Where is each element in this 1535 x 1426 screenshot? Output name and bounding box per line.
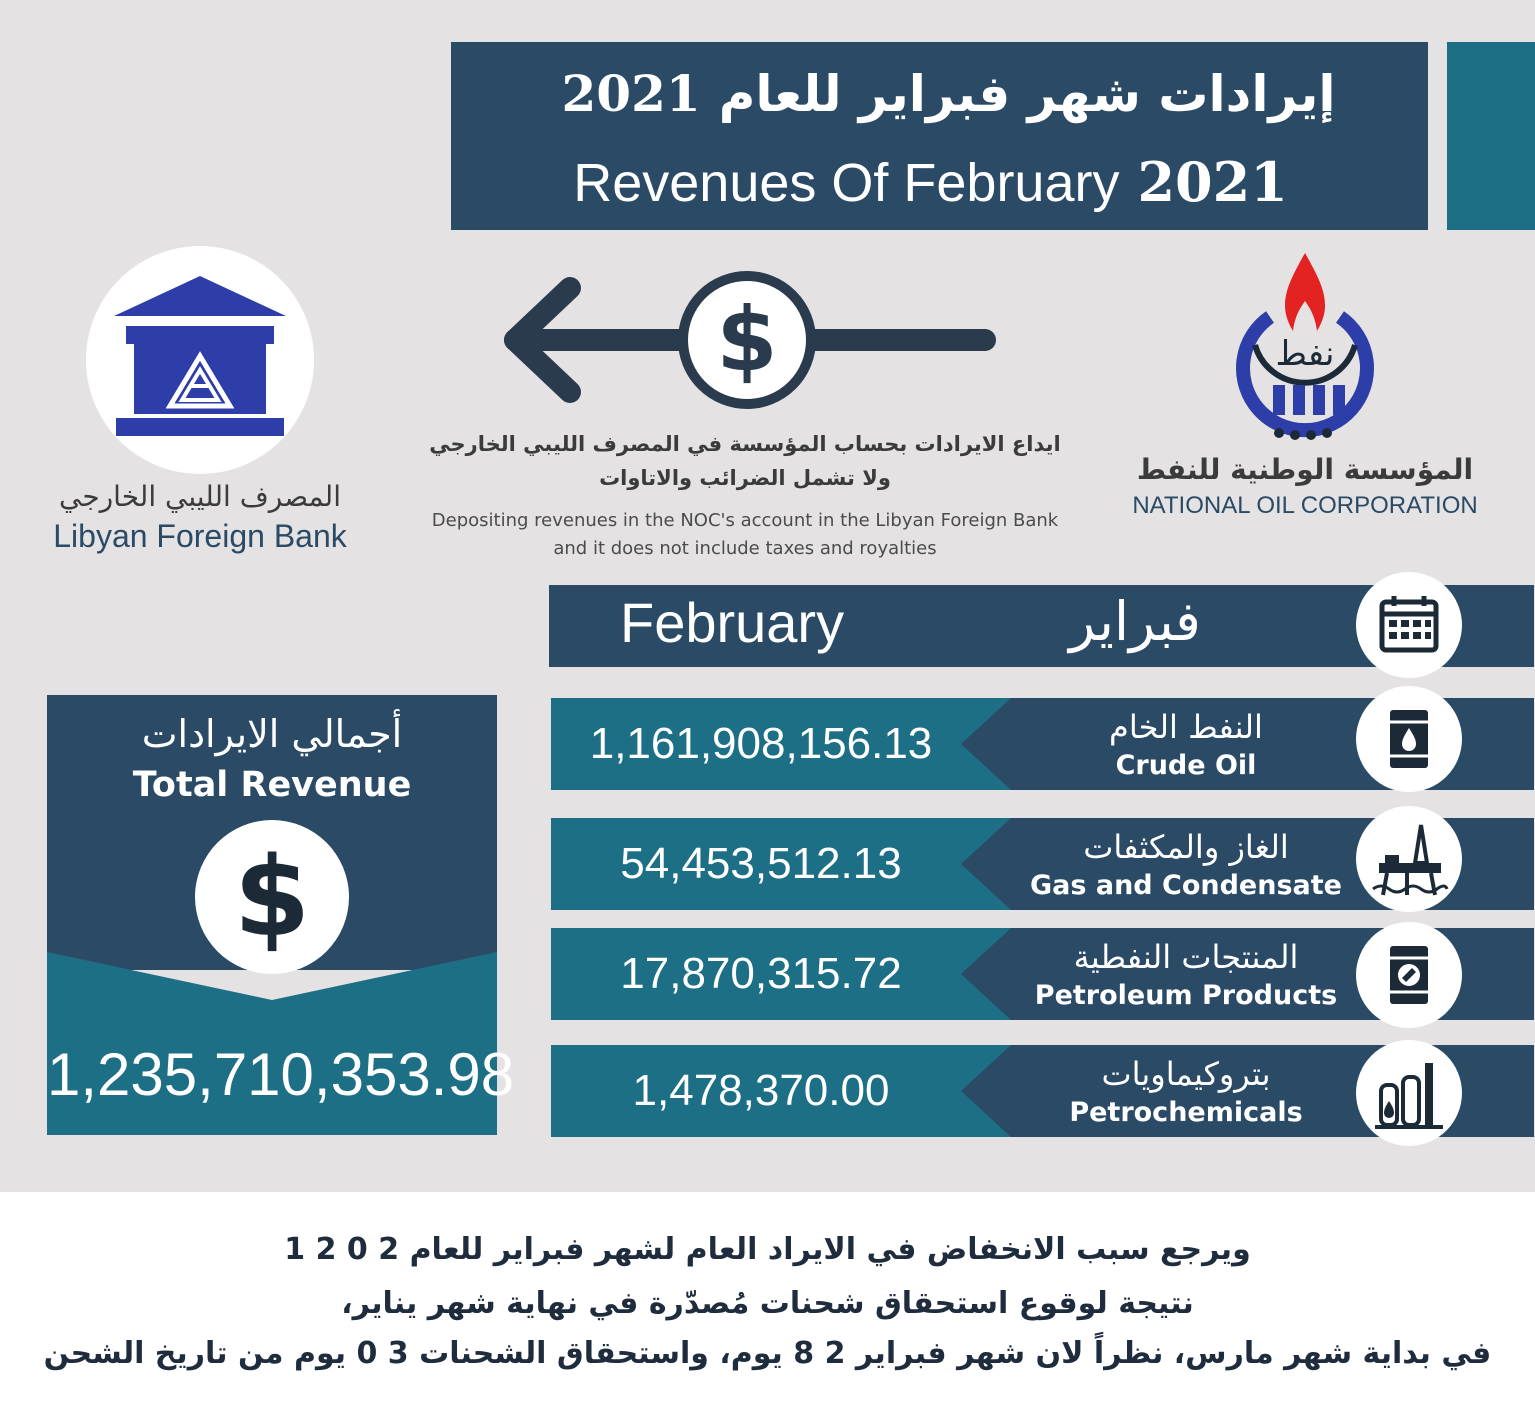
noc-name-english: NATIONAL OIL CORPORATION — [1132, 492, 1478, 519]
gas-platform-icon — [1356, 806, 1462, 912]
deposit-note-arabic-1: ايداع الايرادات بحساب المؤسسة في المصرف الليبي الخارجي — [429, 432, 1061, 456]
total-label-english: Total Revenue — [132, 765, 412, 805]
deposit-note-english-2: and it does not include taxes and royalties — [553, 538, 937, 559]
total-label-arabic: أجمالي الايرادات — [141, 712, 403, 756]
deposit-note-english-1: Depositing revenues in the NOC's account in the Libyan Foreign Bank — [431, 510, 1059, 531]
row-label-english: Petrochemicals — [1069, 1097, 1303, 1128]
bank-name-arabic: المصرف الليبي الخارجي — [59, 480, 341, 513]
bank-name-english: Libyan Foreign Bank — [53, 518, 347, 554]
row-label-english: Gas and Condensate — [1030, 870, 1342, 901]
svg-text:$: $ — [716, 288, 778, 391]
noc-logo — [1215, 245, 1395, 445]
title-banner — [451, 42, 1428, 230]
title-year-arabic: 2021 — [561, 64, 701, 123]
oil-barrel-icon — [1356, 686, 1462, 792]
row-label-english: Petroleum Products — [1034, 980, 1338, 1011]
calendar-icon — [1356, 572, 1462, 678]
note-line-1: ويرجع سبب الانخفاض في الايراد العام لشهر فبراير للعام 2 0 2 1 — [284, 1232, 1251, 1267]
row-value: 1,478,370.00 — [632, 1066, 890, 1115]
bank-logo — [86, 246, 314, 474]
title-accent-bar — [1447, 42, 1535, 230]
row-label-english: Crude Oil — [1115, 750, 1257, 781]
title-arabic: إيرادات شهر فبراير للعام2021 — [561, 64, 1336, 123]
title-year-english: 2021 — [1137, 150, 1288, 214]
row-value: 17,870,315.72 — [620, 949, 902, 998]
row-label-arabic: بتروكيماويات — [1101, 1055, 1271, 1093]
bank-building-icon — [86, 246, 314, 474]
petrochemical-plant-icon — [1356, 1040, 1462, 1146]
deposit-arrow — [495, 270, 1000, 415]
note-line-3: في بداية شهر مارس، نظراً لان شهر فبراير 2 8 يوم، واستحقاق الشحنات 3 0 يوم من تاريخ الشحن — [43, 1336, 1492, 1371]
row-value: 54,453,512.13 — [620, 839, 902, 888]
month-label-arabic: فبراير — [1069, 590, 1201, 653]
svg-text:نفط: نفط — [1275, 334, 1335, 374]
row-label-arabic: المنتجات النفطية — [1073, 938, 1299, 976]
fuel-barrel-icon — [1356, 922, 1462, 1028]
month-label-english: February — [620, 591, 845, 654]
noc-name-arabic: المؤسسة الوطنية للنفط — [1136, 453, 1474, 486]
total-dollar-icon: $ — [195, 820, 349, 974]
deposit-note-arabic-2: ولا تشمل الضرائب والاتاوات — [599, 466, 891, 490]
row-label-arabic: النفط الخام — [1109, 708, 1263, 746]
row-label-arabic: الغاز والمكثفات — [1083, 828, 1289, 866]
row-value: 1,161,908,156.13 — [589, 719, 933, 768]
title-english: Revenues Of February 2021 — [573, 150, 1288, 214]
note-line-2: نتيجة لوقوع استحقاق شحنات مُصدّرة في نهاية شهر يناير، — [341, 1286, 1194, 1321]
total-value: 1,235,710,353.98 — [47, 1041, 515, 1108]
